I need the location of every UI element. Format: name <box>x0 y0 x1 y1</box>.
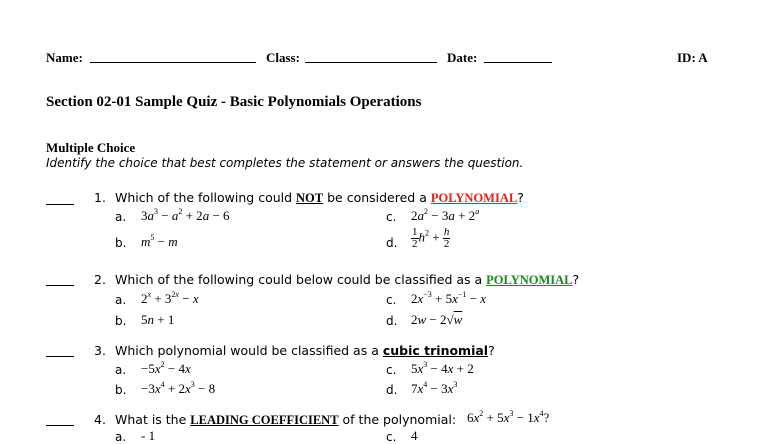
option-c-math[interactable]: 4 <box>411 428 418 443</box>
option-letter: c. <box>386 430 397 444</box>
question-number: 3. <box>94 343 106 358</box>
option-a-math[interactable]: - 1 <box>141 428 156 443</box>
section-label: Multiple Choice <box>46 140 136 155</box>
option-c-math[interactable]: $5x^3 - 4x + 2$ <box>411 360 474 376</box>
question-text <box>115 190 524 206</box>
question-text-part: ? <box>488 343 495 358</box>
option-letter: a. <box>115 293 127 307</box>
option-letter: a. <box>115 210 127 224</box>
option-a-math[interactable]: $-5x^2 - 4x$ <box>141 360 191 376</box>
option-c-math[interactable]: $2a^2 - 3a + 2^a$ <box>411 207 480 223</box>
class-blank[interactable] <box>305 62 437 63</box>
class-label: Class: <box>266 50 300 65</box>
question-polynomial: $6x^2 + 5x^3 - 1x^4$? <box>467 409 550 425</box>
id-label: ID: A <box>677 50 708 65</box>
option-letter: d. <box>386 236 398 250</box>
name-label: Name: <box>46 50 83 65</box>
question-text <box>115 412 456 428</box>
option-letter: c. <box>386 363 397 377</box>
question-text-part: be considered a <box>323 190 431 205</box>
answer-blank[interactable] <box>46 424 74 426</box>
question-text-part: ? <box>517 190 524 205</box>
name-blank[interactable] <box>90 62 256 63</box>
section-instructions: Identify the choice that best completes the statement or answers the question. <box>46 156 524 170</box>
question-text-part: Which of the following could below could be classified as a <box>115 272 487 287</box>
option-c-math[interactable]: $2x^{-3} + 5x^{-1} - x$ <box>411 290 487 306</box>
question-emphasis: LEADING COEFFICIENT <box>190 413 339 427</box>
option-letter: b. <box>115 236 127 250</box>
option-b-math[interactable]: 5n + 1 <box>141 312 175 327</box>
answer-blank[interactable] <box>46 355 74 357</box>
option-letter: d. <box>386 314 398 328</box>
question-emphasis: NOT <box>296 191 324 205</box>
question-text <box>115 343 495 358</box>
question-text-part: Which polynomial would be classified as a <box>115 343 383 358</box>
option-letter: c. <box>386 293 397 307</box>
page-title: Section 02-01 Sample Quiz - Basic Polynomials Operations <box>46 94 422 110</box>
question-text-part: of the polynomial: <box>338 412 457 427</box>
question-text <box>115 272 579 288</box>
question-emphasis: cubic trinomial <box>382 343 489 358</box>
option-a-math[interactable]: $2^x + 3^{2x} - x$ <box>141 290 199 306</box>
question-emphasis: POLYNOMIAL <box>430 191 518 205</box>
option-d-math[interactable]: $7x^4 - 3x^3$ <box>411 380 458 396</box>
option-d-math[interactable]: 2w − 2√w <box>411 312 463 327</box>
question-number: 2. <box>94 272 106 287</box>
option-letter: a. <box>115 363 127 377</box>
option-letter: b. <box>115 383 127 397</box>
option-a-math[interactable]: $3a^3 - a^2 + 2a - 6$ <box>141 207 230 223</box>
answer-blank[interactable] <box>46 284 74 286</box>
answer-blank[interactable] <box>46 203 74 205</box>
date-blank[interactable] <box>484 62 552 63</box>
question-number: 1. <box>94 190 106 205</box>
question-text-part: Which of the following could <box>115 190 297 205</box>
question-text-part: ? <box>572 272 580 287</box>
option-b-math[interactable]: $-3x^4 + 2x^3 - 8$ <box>141 380 216 396</box>
option-letter: b. <box>115 314 127 328</box>
option-b-math[interactable]: $m^5 - m$ <box>141 233 178 249</box>
option-d-math[interactable]: $\frac{1}{2}$ $h^2$ + $\frac{h}{2}$ <box>412 226 450 250</box>
question-emphasis: POLYNOMIAL <box>486 273 573 287</box>
date-label: Date: <box>447 50 478 65</box>
option-letter: d. <box>386 383 398 397</box>
question-text-part: What is the <box>115 412 191 427</box>
option-letter: c. <box>386 210 397 224</box>
option-letter: a. <box>115 430 127 444</box>
question-number: 4. <box>94 412 106 427</box>
